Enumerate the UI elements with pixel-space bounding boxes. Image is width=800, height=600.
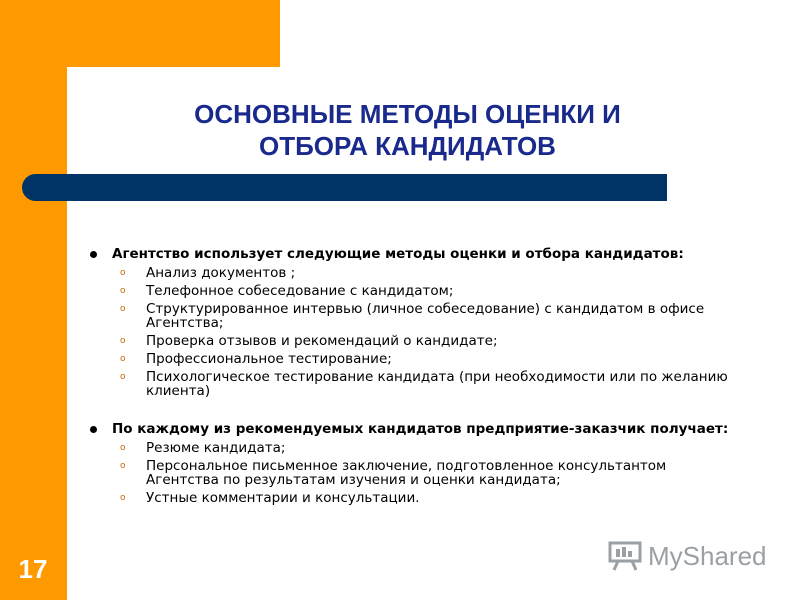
list-item: [90, 459, 730, 487]
list-item-text: Психологическое тестирование кандидата (при необходимости или по желанию клиента): [146, 369, 728, 399]
ring-bullet-icon: o: [120, 304, 126, 314]
list-item-text: Резюме кандидата;: [146, 440, 286, 456]
bullet-methods: [90, 247, 730, 262]
list-item-text: Телефонное собеседование с кандидатом;: [146, 283, 454, 299]
slide-number: 17: [18, 554, 48, 584]
methods-list: [90, 266, 730, 398]
myshared-logo: [608, 536, 767, 576]
spacer: [90, 402, 730, 422]
list-item: [90, 352, 730, 366]
ring-bullet-icon: o: [120, 268, 126, 278]
bullet-client-receives: [90, 422, 730, 437]
bullet-text: Агентство использует следующие методы оценки и отбора кандидатов:: [112, 246, 684, 262]
rounded-corner: [67, 67, 127, 127]
deliverables-list: [90, 441, 730, 505]
bullet-dot-icon: [90, 251, 97, 258]
list-item-text: Проверка отзывов и рекомендаций о кандидате;: [146, 333, 498, 349]
list-item: [90, 334, 730, 348]
slide-title: [130, 98, 685, 162]
list-item: [90, 441, 730, 455]
list-item: [90, 491, 730, 505]
ring-bullet-icon: o: [120, 336, 126, 346]
title-underline-bar: [22, 174, 667, 201]
bullet-text: По каждому из рекомендуемых кандидатов предприятие-заказчик получает:: [112, 421, 729, 437]
slide-title-line-1: ОСНОВНЫЕ МЕТОДЫ ОЦЕНКИ И: [194, 99, 621, 129]
ring-bullet-icon: o: [120, 354, 126, 364]
ring-bullet-icon: o: [120, 461, 126, 471]
list-item-text: Профессиональное тестирование;: [146, 351, 392, 367]
presentation-board-icon: [608, 541, 642, 571]
top-accent-bar: [0, 0, 280, 67]
logo-text: MyShared: [648, 540, 767, 571]
ring-bullet-icon: o: [120, 286, 126, 296]
slide-title-line-2: ОТБОРА КАНДИДАТОВ: [259, 131, 556, 161]
list-item-text: Персональное письменное заключение, подготовленное консультантом Агентства по результатам изучения и оценки кандидата;: [146, 458, 667, 488]
ring-bullet-icon: o: [120, 443, 126, 453]
slide-content: [90, 247, 730, 509]
list-item-text: Анализ документов ;: [146, 265, 296, 281]
left-accent-bar: [0, 0, 67, 600]
list-item: [90, 266, 730, 280]
ring-bullet-icon: o: [120, 493, 126, 503]
list-item-text: Устные комментарии и консультации.: [146, 490, 420, 506]
bullet-dot-icon: [90, 426, 97, 433]
list-item: [90, 370, 730, 398]
list-item: [90, 302, 730, 330]
list-item-text: Структурированное интервью (личное собеседование) с кандидатом в офисе Агентства;: [146, 301, 705, 331]
ring-bullet-icon: o: [120, 372, 126, 382]
list-item: [90, 284, 730, 298]
